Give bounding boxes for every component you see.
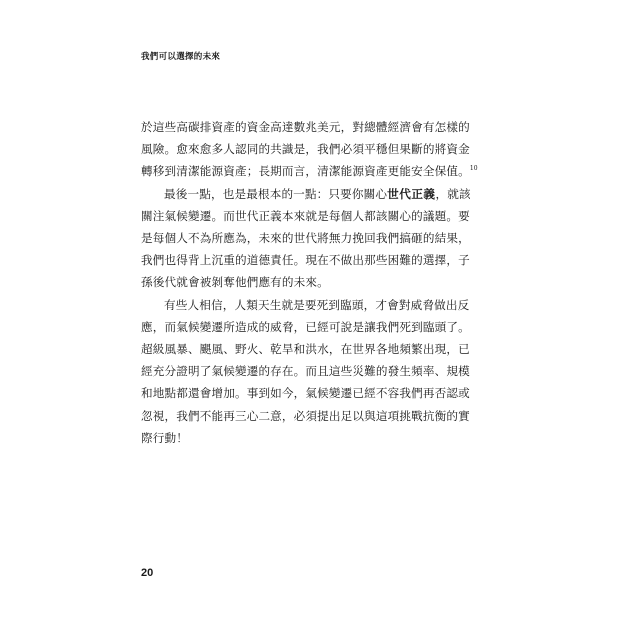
text-line bbox=[141, 294, 470, 316]
line-text: 有些人相信，人類天生就是要死到臨頭，才會對威脅做出反 bbox=[164, 297, 470, 312]
text-line bbox=[141, 116, 470, 138]
line-text: 我們也得背上沉重的道德責任。現在不做出那些困難的選擇，子 bbox=[141, 253, 470, 268]
text-line bbox=[141, 205, 470, 227]
text-line bbox=[141, 271, 443, 293]
line-text: 際行動！ bbox=[141, 430, 188, 445]
text-line bbox=[141, 405, 470, 427]
text-line bbox=[141, 249, 470, 271]
line-text: 經充分證明了氣候變遷的存在。而且這些災難的發生頻率、規模 bbox=[141, 364, 470, 379]
text-line bbox=[141, 183, 471, 205]
line-text: 於這些高碳排資產的資金高達數兆美元，對總體經濟會有怎樣的 bbox=[141, 120, 470, 134]
text-line bbox=[141, 316, 470, 338]
line-text: 超級風暴、颶風、野火、乾旱和洪水，在世界各地頻繁出現，已 bbox=[141, 342, 470, 357]
line-text: 忽視，我們不能再三心二意，必須提出足以與這項挑戰抗衡的實 bbox=[141, 408, 470, 423]
text-line bbox=[141, 227, 470, 249]
text-line bbox=[141, 338, 470, 360]
paragraph-3 bbox=[141, 294, 470, 449]
line-text: 轉移到清潔能源資產；長期而言，清潔能源資產更能安全保值。 bbox=[141, 164, 470, 179]
text-line bbox=[141, 138, 470, 160]
line-text: 風險。愈來愈多人認同的共識是，我們必須平穩但果斷的將資金 bbox=[141, 142, 470, 157]
footnote-marker: 10 bbox=[469, 165, 478, 173]
line-text: 是每個人不為所應為，未來的世代將無力挽回我們搞砸的結果， bbox=[141, 231, 470, 246]
line-text: 關注氣候變遷。而世代正義本來就是每個人都該關心的議題。要 bbox=[141, 208, 470, 223]
page-number: 20 bbox=[141, 567, 154, 579]
running-header: 我們可以選擇的未來 bbox=[141, 52, 221, 62]
paragraph-2 bbox=[141, 183, 471, 294]
text-line bbox=[141, 360, 470, 382]
body-text bbox=[141, 116, 478, 449]
text-line bbox=[141, 382, 470, 404]
emphasis-text: 世代正義 bbox=[387, 186, 436, 201]
line-text: 孫後代就會被剝奪他們應有的未來。 bbox=[141, 275, 329, 290]
line-text: 和地點都還會增加。事到如今，氣候變遷已經不容我們再否認或 bbox=[141, 386, 470, 401]
text-line bbox=[141, 160, 478, 182]
line-text: 最後一點，也是最根本的一點：只要你關心 bbox=[164, 186, 388, 201]
line-text: ，就該 bbox=[435, 186, 471, 201]
line-text: 應，而氣候變遷所造成的威脅，已經可說是讓我們死到臨頭了。 bbox=[141, 319, 470, 334]
text-line bbox=[141, 427, 443, 449]
paragraph-1 bbox=[141, 116, 478, 183]
